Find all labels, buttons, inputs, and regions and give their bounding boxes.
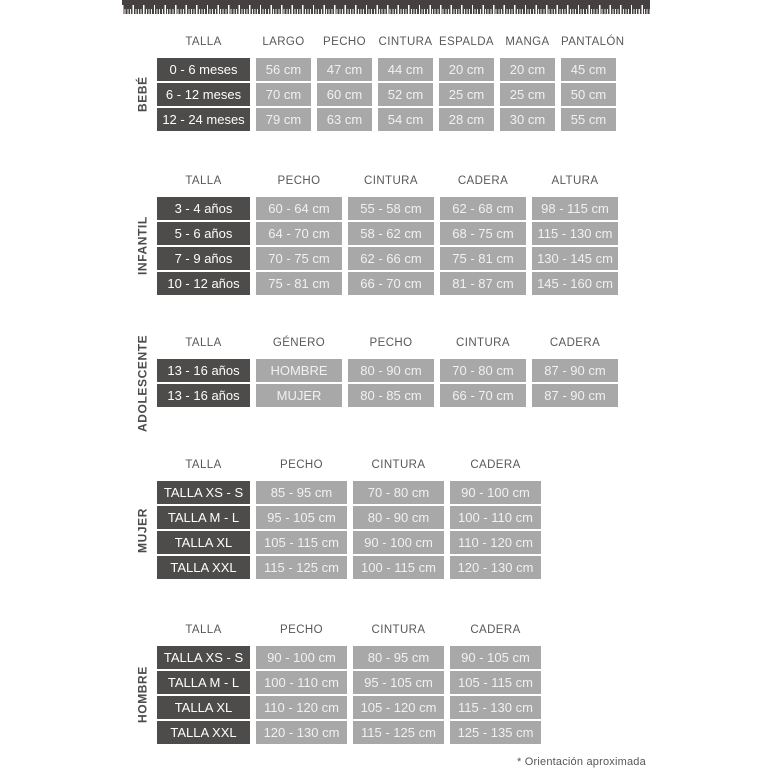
measurement-cell: 81 - 87 cm xyxy=(440,272,526,295)
column-header: TALLA xyxy=(185,624,222,636)
size-table-bebe xyxy=(157,36,625,131)
measurement-cell: 110 - 120 cm xyxy=(256,696,347,719)
measurement-cell: 115 - 125 cm xyxy=(256,556,347,579)
measurement-cell: 20 cm xyxy=(439,58,494,81)
table-header-row xyxy=(157,624,541,636)
measurement-cell: 20 cm xyxy=(500,58,555,81)
column-header: CADERA xyxy=(457,175,509,187)
measurement-cell: 87 - 90 cm xyxy=(532,359,618,382)
section-label-infantil: INFANTIL xyxy=(135,216,150,276)
column-header: CINTURA xyxy=(364,175,418,187)
size-label-cell: TALLA XL xyxy=(157,531,250,554)
measurement-cell: 70 cm xyxy=(256,83,311,106)
column-header: CADERA xyxy=(470,459,521,471)
measurement-cell: 105 - 115 cm xyxy=(256,531,347,554)
column-header: TALLA xyxy=(185,175,222,187)
column-header: CINTURA xyxy=(371,624,426,636)
size-label-cell: TALLA M - L xyxy=(157,506,250,529)
measurement-cell: 64 - 70 cm xyxy=(256,222,342,245)
column-header: ALTURA xyxy=(551,175,599,187)
size-table-hombre xyxy=(157,624,541,744)
size-label-cell: TALLA M - L xyxy=(157,671,250,694)
table-header-row xyxy=(157,459,541,471)
measurement-cell: 66 - 70 cm xyxy=(348,272,434,295)
measurement-cell: 120 - 130 cm xyxy=(256,721,347,744)
size-label-cell: TALLA XXL xyxy=(157,556,250,579)
table-body xyxy=(157,481,541,579)
section-label-bebe: BEBÉ xyxy=(135,76,150,113)
measurement-cell: 54 cm xyxy=(378,108,433,131)
footnote: * Orientación aproximada xyxy=(517,756,646,768)
measurement-cell: 75 - 81 cm xyxy=(440,247,526,270)
measurement-cell: 52 cm xyxy=(378,83,433,106)
column-header: GÉNERO xyxy=(272,337,326,349)
column-header: MANGA xyxy=(505,36,550,48)
measurement-cell: 56 cm xyxy=(256,58,311,81)
column-header: PECHO xyxy=(369,337,413,349)
measurement-cell: 130 - 145 cm xyxy=(532,247,618,270)
column-header: LARGO xyxy=(262,36,305,48)
size-label-cell: 3 - 4 años xyxy=(157,197,250,220)
measurement-cell: 80 - 90 cm xyxy=(353,506,444,529)
measurement-cell: 100 - 115 cm xyxy=(353,556,444,579)
measurement-cell: 95 - 105 cm xyxy=(353,671,444,694)
measurement-cell: 90 - 105 cm xyxy=(450,646,541,669)
measuring-tape-ruler-icon xyxy=(122,0,650,14)
size-table-section-adolescente xyxy=(135,334,618,432)
size-label-cell: 6 - 12 meses xyxy=(157,83,250,106)
measurement-cell: 55 cm xyxy=(561,108,616,131)
table-header-row xyxy=(157,175,618,187)
measurement-cell: 50 cm xyxy=(561,83,616,106)
measurement-cell: 70 - 75 cm xyxy=(256,247,342,270)
table-body xyxy=(157,197,618,295)
column-header: PECHO xyxy=(280,624,323,636)
column-header: CINTURA xyxy=(456,337,510,349)
size-table-section-bebe xyxy=(135,36,625,131)
measurement-cell: 62 - 68 cm xyxy=(440,197,526,220)
column-header: PECHO xyxy=(280,459,323,471)
column-header: TALLA xyxy=(185,337,222,349)
table-body xyxy=(157,58,616,131)
size-label-cell: 13 - 16 años xyxy=(157,359,250,382)
size-label-cell: 5 - 6 años xyxy=(157,222,250,245)
measurement-cell: 105 - 115 cm xyxy=(450,671,541,694)
size-label-cell: 10 - 12 años xyxy=(157,272,250,295)
table-header-row xyxy=(157,337,618,349)
measurement-cell: 98 - 115 cm xyxy=(532,197,618,220)
measurement-cell: 62 - 66 cm xyxy=(348,247,434,270)
measurement-cell: 45 cm xyxy=(561,58,616,81)
measurement-cell: 75 - 81 cm xyxy=(256,272,342,295)
measurement-cell: MUJER xyxy=(256,384,342,407)
size-label-cell: TALLA XS - S xyxy=(157,646,250,669)
column-header: CADERA xyxy=(470,624,521,636)
measurement-cell: 120 - 130 cm xyxy=(450,556,541,579)
size-table-mujer xyxy=(157,459,541,579)
measurement-cell: 58 - 62 cm xyxy=(348,222,434,245)
measurement-cell: 60 cm xyxy=(317,83,372,106)
section-label-mujer: MUJER xyxy=(135,507,150,553)
measurement-cell: 80 - 85 cm xyxy=(348,384,434,407)
measurement-cell: 115 - 125 cm xyxy=(353,721,444,744)
size-table-infantil xyxy=(157,175,618,295)
measurement-cell: 125 - 135 cm xyxy=(450,721,541,744)
column-header: TALLA xyxy=(185,36,222,48)
column-header: CINTURA xyxy=(378,36,433,48)
measurement-cell: 90 - 100 cm xyxy=(256,646,347,669)
column-header: ESPALDA xyxy=(439,36,494,48)
table-body xyxy=(157,646,541,744)
measurement-cell: 80 - 90 cm xyxy=(348,359,434,382)
measurement-cell: 87 - 90 cm xyxy=(532,384,618,407)
size-label-cell: 7 - 9 años xyxy=(157,247,250,270)
size-label-cell: 0 - 6 meses xyxy=(157,58,250,81)
measurement-cell: 55 - 58 cm xyxy=(348,197,434,220)
measurement-cell: 95 - 105 cm xyxy=(256,506,347,529)
measurement-cell: 90 - 100 cm xyxy=(353,531,444,554)
column-header: PANTALÓN xyxy=(561,36,625,48)
size-table-section-mujer xyxy=(135,459,541,579)
size-table-adolescente xyxy=(157,337,618,407)
measurement-cell: 145 - 160 cm xyxy=(532,272,618,295)
measurement-cell: 100 - 110 cm xyxy=(450,506,541,529)
measurement-cell: 28 cm xyxy=(439,108,494,131)
column-header: CINTURA xyxy=(371,459,426,471)
measurement-cell: 80 - 95 cm xyxy=(353,646,444,669)
measurement-cell: 110 - 120 cm xyxy=(450,531,541,554)
size-label-cell: 12 - 24 meses xyxy=(157,108,250,131)
measurement-cell: 85 - 95 cm xyxy=(256,481,347,504)
section-label-adolescente: ADOLESCENTE xyxy=(135,334,150,432)
measurement-cell: 90 - 100 cm xyxy=(450,481,541,504)
measurement-cell: 25 cm xyxy=(500,83,555,106)
measurement-cell: HOMBRE xyxy=(256,359,342,382)
measurement-cell: 25 cm xyxy=(439,83,494,106)
measurement-cell: 68 - 75 cm xyxy=(440,222,526,245)
size-table-section-infantil xyxy=(135,175,618,295)
measurement-cell: 105 - 120 cm xyxy=(353,696,444,719)
size-label-cell: 13 - 16 años xyxy=(157,384,250,407)
column-header: PECHO xyxy=(323,36,366,48)
measurement-cell: 100 - 110 cm xyxy=(256,671,347,694)
measurement-cell: 44 cm xyxy=(378,58,433,81)
column-header: TALLA xyxy=(185,459,222,471)
column-header: PECHO xyxy=(277,175,321,187)
size-label-cell: TALLA XXL xyxy=(157,721,250,744)
table-header-row xyxy=(157,36,625,48)
table-body xyxy=(157,359,618,407)
measurement-cell: 70 - 80 cm xyxy=(440,359,526,382)
measurement-cell: 66 - 70 cm xyxy=(440,384,526,407)
measurement-cell: 47 cm xyxy=(317,58,372,81)
size-table-section-hombre xyxy=(135,624,541,744)
measurement-cell: 115 - 130 cm xyxy=(532,222,618,245)
measurement-cell: 30 cm xyxy=(500,108,555,131)
measurement-cell: 60 - 64 cm xyxy=(256,197,342,220)
measurement-cell: 70 - 80 cm xyxy=(353,481,444,504)
section-label-hombre: HOMBRE xyxy=(135,666,150,724)
measurement-cell: 115 - 130 cm xyxy=(450,696,541,719)
size-label-cell: TALLA XL xyxy=(157,696,250,719)
column-header: CADERA xyxy=(549,337,601,349)
measurement-cell: 63 cm xyxy=(317,108,372,131)
size-label-cell: TALLA XS - S xyxy=(157,481,250,504)
measurement-cell: 79 cm xyxy=(256,108,311,131)
